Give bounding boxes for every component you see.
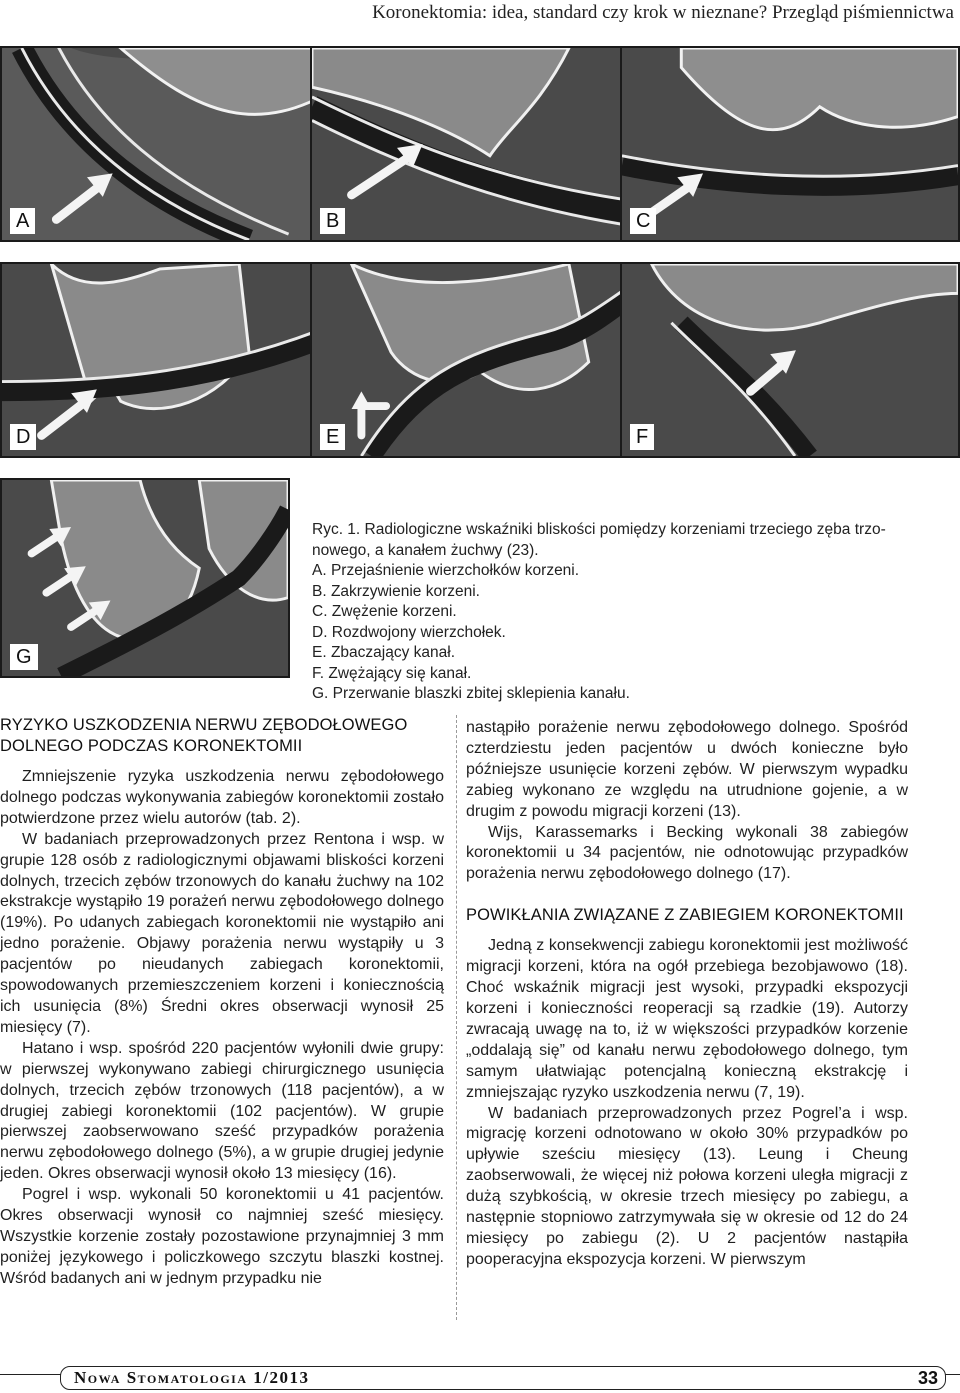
figure-panel-f: [620, 262, 960, 458]
left-column: [0, 715, 444, 1290]
panel-label: B: [320, 208, 345, 234]
figure-panel-d: [0, 262, 340, 458]
caption-item: G. Przerwanie blaszki zbitej sklepienia kanału.: [312, 685, 630, 702]
journal-name: Nowa Stomatologia 1/2013: [74, 1368, 310, 1387]
radiograph-illustration-b: [312, 48, 648, 240]
caption-item: D. Rozdwojony wierzchołek.: [312, 623, 506, 641]
panel-label: C: [630, 208, 656, 234]
caption-title-line: Ryc. 1. Radiologiczne wskaźniki bliskości pomiędzy korzeniami trzeciego zęba trzo-: [312, 521, 886, 538]
panel-label: D: [10, 424, 36, 450]
body-paragraph: W badaniach przeprowadzonych przez Rentona i wsp. w grupie 128 osób z radiologicznymi objawami bliskości korzeni dolnych, trzecich zębów trzonowych do kanału żuchwy na 102 ekstrakcje wystąpiło 19 porażeń nerwu zębodołowego dolnego (19%). Po udanych zabiegach koronektomii nie wystąpiło ani jedno porażenie. Objawy porażenia nerwu wystąpiły u 3 pacjentów po nieudanych zabiegach koronektomii, spowodowanych przemieszczeniem korzeni i koniecznością ich usunięcia (8%) Średni okres obserwacji wynosił 25 miesięcy (7).: [0, 830, 444, 1036]
figure-caption: [312, 520, 922, 705]
radiograph-illustration-e: [312, 264, 648, 456]
section-heading: RYZYKO USZKODZENIA NERWU ZĘBODOŁOWEGO DOLNEGO PODCZAS KORONEKTOMII: [0, 716, 408, 755]
section-heading: POWIKŁANIA ZWIĄZANE Z ZABIEGIEM KORONEKTOMII: [466, 906, 904, 925]
body-paragraph: nastąpiło porażenie nerwu zębodołowego dolnego. Spośród czterdziestu jeden pacjentów u dwóch konieczne było późniejsze usunięcie korzeni zębów. W pierwszym wypadku zabieg wykonano ze względu na utrudnione gojenie, a w drugim z powodu migracji korzeni (13).: [466, 719, 908, 820]
figure-panel-e: [310, 262, 650, 458]
radiograph-illustration-c: [622, 48, 958, 240]
body-paragraph: Zmniejszenie ryzyka uszkodzenia nerwu zębodołowego dolnego podczas wykonywania zabiegów koronektomii zostało potwierdzone przez wielu autorów (tab. 2).: [0, 768, 444, 827]
radiograph-illustration-g: [2, 480, 288, 676]
body-paragraph: Jedną z konsekwencji zabiegu koronektomii jest możliwość migracji korzeni, która na ogół przebiega bezobjawowo (18). Choć wskaźnik migracji jest wysoki, przypadki ekspozycji korzeni i konieczności reoperacji są rzadkie (19). Autorzy zwracają uwagę na to, iż w większości przypadków korzenie „oddalają się” od kanału nerwu zębodołowego dolnego, tym samym ułatwiając potencjalną konieczną ekstrakcję i zmniejszając ryzyko uszkodzenia nerwu (7, 19).: [466, 937, 908, 1101]
body-paragraph: Pogrel i wsp. wykonali 50 koronektomii u 41 pacjentów. Okres obserwacji wynosił co najmniej sześć miesięcy. Wszystkie korzenie zostały pozostawione przynajmniej 3 mm poniżej językowego i policzkowego szczytu blaszki kostnej. Wśród badanych ani w jednym przypadku nie: [0, 1186, 444, 1287]
figure-panel-g: [0, 478, 290, 678]
panel-label: A: [10, 208, 35, 234]
radiograph-illustration-d: [2, 264, 338, 456]
caption-item: C. Zwężenie korzeni.: [312, 603, 457, 620]
caption-title-line: nowego, a kanałem żuchwy (23).: [312, 541, 539, 559]
caption-item: B. Zakrzywienie korzeni.: [312, 582, 480, 600]
caption-item: F. Zwężający się kanał.: [312, 664, 472, 682]
right-column: [466, 718, 908, 1271]
running-head: Koronektomia: idea, standard czy krok w nieznane? Przegląd piśmiennictwa: [372, 2, 954, 23]
panel-label: G: [10, 644, 38, 670]
caption-item: A. Przejaśnienie wierzchołków korzeni.: [312, 562, 580, 579]
body-paragraph: Hatano i wsp. spośród 220 pacjentów wyłonili dwie grupy: w pierwszej wykonywano zabiegi chirurgicznego usunięcia dolnych, trzecich zębów trzonowych (118 pacjentów), a w drugiej zabiegi koronektomii (102 pacjentów). W grupie pierwszej zaobserwowano sześć przypadków porażenia nerwu zębodołowego dolnego (5%), a w grupie drugiej jedynie jeden. Okres obserwacji wynosił około 13 miesięcy (16).: [0, 1039, 444, 1183]
figure-panel-a: [0, 46, 340, 242]
panel-label: F: [630, 424, 654, 450]
body-paragraph: W badaniach przeprowadzonych przez Pogrel’a i wsp. migrację korzeni odnotowano w około 30% przypadków po upływie sześciu miesięcy (13). Leung i Cheung zaobserwowali, że więcej niż połowa korzeni uległa migracji z dużą szybkością, w okresie trzech miesięcy po zabiegu, a następnie stopniowo zatrzymywała się w okresie od 12 do 24 miesięcy po zabiegu (2). U 2 pacjentów nastąpiła pooperacyjna ekspozycja korzeni. W pierwszym: [466, 1104, 908, 1268]
figure-panel-b: [310, 46, 650, 242]
column-divider: [456, 715, 458, 1320]
panel-label: E: [320, 424, 345, 450]
radiograph-illustration-f: [622, 264, 958, 456]
body-paragraph: Wijs, Karassemarks i Becking wykonali 38 zabiegów koronektomii u 34 pacjentów, nie odnotowując przypadków porażenia nerwu zębodołowego dolnego (17).: [466, 823, 908, 883]
figure-panel-c: [620, 46, 960, 242]
caption-item: E. Zbaczający kanał.: [312, 644, 456, 661]
page-number: 33: [917, 1368, 938, 1388]
radiograph-illustration-a: [2, 48, 338, 240]
